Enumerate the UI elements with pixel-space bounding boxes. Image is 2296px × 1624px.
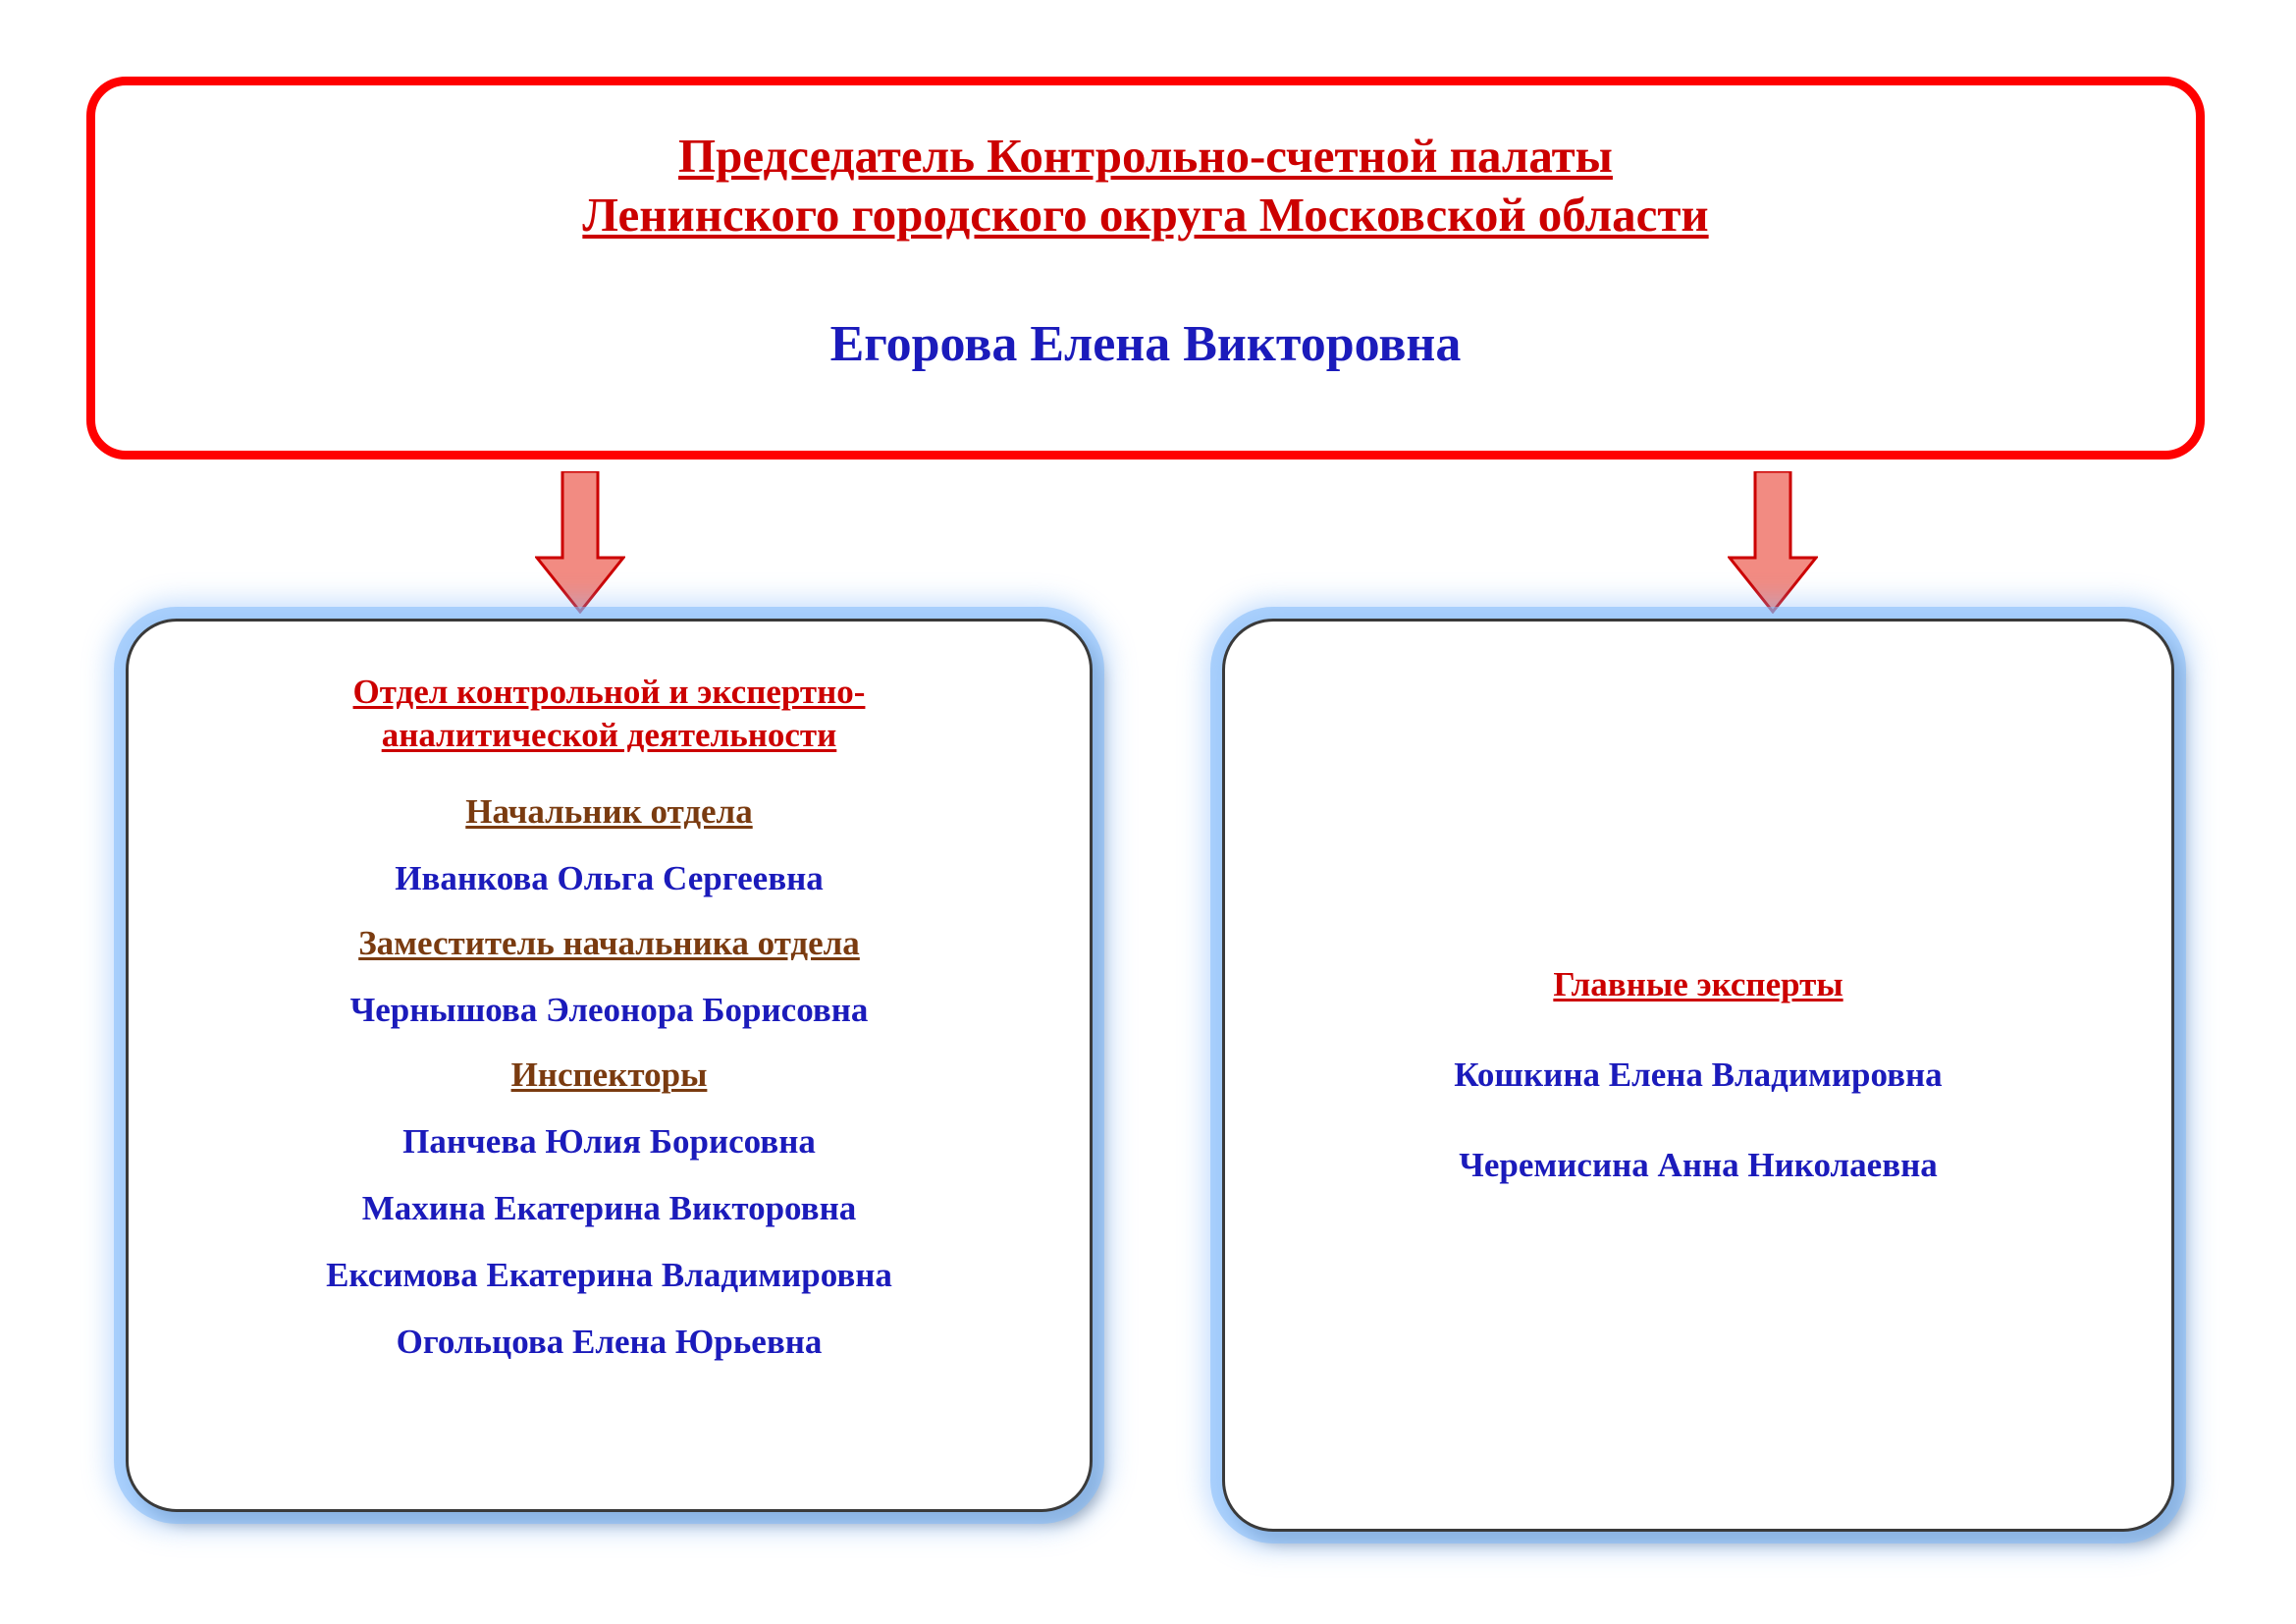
chairman-box bbox=[86, 77, 2205, 460]
role-heading-inspectors: Инспекторы bbox=[510, 1055, 708, 1094]
department-content bbox=[129, 622, 1090, 1391]
person-name: Панчева Юлия Борисовна bbox=[402, 1121, 816, 1161]
chairman-title-line2: Ленинского городского округа Московской области bbox=[582, 187, 1709, 242]
department-title-line2: аналитической деятельности bbox=[381, 715, 837, 754]
chairman-name: Егорова Елена Викторовна bbox=[829, 315, 1462, 372]
chairman-title-line1: Председатель Контрольно-счетной палаты bbox=[678, 129, 1613, 183]
person-name: Чернышова Элеонора Борисовна bbox=[349, 990, 869, 1029]
person-name: Кошкина Елена Владимировна bbox=[1454, 1056, 1943, 1094]
department-title bbox=[168, 671, 1050, 757]
person-name: Черемисина Анна Николаевна bbox=[1459, 1146, 1938, 1184]
department-box-control-expert-analytic bbox=[126, 619, 1093, 1512]
person-name: Ексимова Екатерина Владимировна bbox=[326, 1255, 892, 1294]
role-heading-deputy: Заместитель начальника отдела bbox=[358, 923, 860, 962]
department-title-line1: Отдел контрольной и экспертно- bbox=[352, 673, 866, 711]
chief-experts-title: Главные эксперты bbox=[1553, 965, 1843, 1003]
department-content bbox=[1225, 622, 2171, 1529]
person-name: Иванкова Ольга Сергеевна bbox=[395, 858, 824, 897]
down-arrow-icon-right bbox=[1728, 471, 1818, 614]
person-name: Махина Екатерина Викторовна bbox=[361, 1188, 857, 1227]
chairman-title bbox=[582, 127, 1708, 244]
role-heading-head: Начальник отдела bbox=[465, 791, 753, 831]
down-arrow-icon-left bbox=[535, 471, 625, 614]
department-box-chief-experts bbox=[1222, 619, 2174, 1532]
person-name: Огольцова Елена Юрьевна bbox=[396, 1322, 823, 1361]
